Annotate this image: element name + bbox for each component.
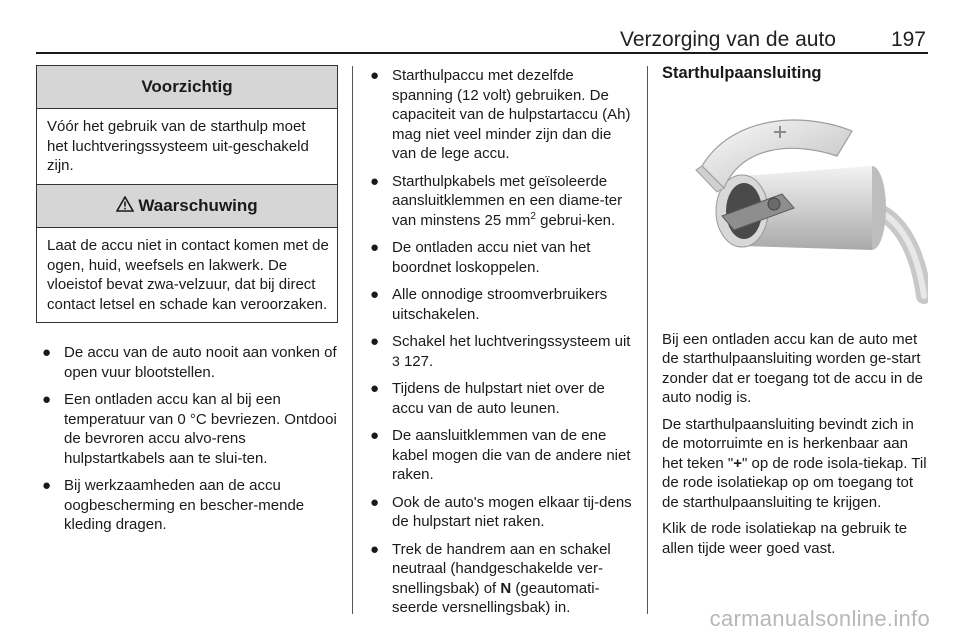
list-item: ● Starthulpaccu met dezelfde spanning (12 volt) gebruiken. De capaciteit van de hulpstartaccu (Ah) mag niet veel minder zijn dan die van de lege accu. <box>370 67 631 162</box>
page-number: 197 <box>890 28 926 51</box>
warning-triangle-icon <box>116 196 134 217</box>
plus-sign: + <box>733 454 742 472</box>
paragraph: De starthulpaansluiting bevindt zich in de motorruimte en is herkenbaar aan het teken "+" op de rode isola-tiekap. Til de rode isolatiekap op om toegang tot de starthulpaansluiting te krijgen. <box>662 415 927 511</box>
list-item: ● Schakel het luchtveringssysteem uit 3 127. <box>370 333 631 370</box>
warning-header <box>37 185 337 228</box>
list-item: ● Starthulpkabels met geïsoleerde aansluitklemmen en een diame-ter van minstens 25 $mm^2$ gebrui-ken. <box>370 172 623 229</box>
warning-heading: Waarschuwing <box>138 196 258 215</box>
list-item: ● Een ontladen accu kan al bij een temperatuur van 0 °C bevriezen. Ontdooi de bevroren accu alvo-rens hulpstartkabels aan te slui-ten. <box>42 391 337 467</box>
caution-box <box>36 65 338 185</box>
watermark: carmanualsonline.info <box>709 606 930 631</box>
col2-bullet-list <box>364 66 636 626</box>
jump-start-section <box>662 64 930 565</box>
list-item: ● Ook de auto's mogen elkaar tij-dens de hulpstart niet raken. <box>370 493 632 530</box>
list-item: ● Tijdens de hulpstart niet over de accu van de auto leunen. <box>370 380 605 417</box>
caution-text: Vóór het gebruik van de starthulp moet het luchtveringssysteem uit-geschakeld zijn. <box>47 118 309 174</box>
paragraph: Bij een ontladen accu kan de auto met de starthulpaansluiting worden ge-start zonder dat er toegang tot de accu in de auto nodig is. <box>662 330 924 406</box>
column-divider-2 <box>647 66 648 614</box>
list-item: ● De accu van de auto nooit aan vonken of open vuur blootstellen. <box>42 344 337 381</box>
section-heading: Starthulpaansluiting <box>662 64 822 82</box>
jump-start-connector-illustration <box>662 96 928 308</box>
column-divider-1 <box>352 66 353 614</box>
page-reference-arrow-icon[interactable]: 3 <box>392 352 400 369</box>
header-rule <box>36 52 928 54</box>
list-item: ● Alle onnodige stroomverbruikers uitschakelen. <box>370 286 608 323</box>
list-item: ● Bij werkzaamheden aan de accu oogbescherming en bescher-mende kleding dragen. <box>42 477 305 533</box>
caution-heading: Voorzichtig <box>37 66 337 109</box>
page-header <box>36 24 928 50</box>
section-title: Verzorging van de auto <box>620 28 836 51</box>
paragraph: Klik de rode isolatiekap na gebruik te allen tijde weer goed vast. <box>662 520 908 557</box>
warning-text: Laat de accu niet in contact komen met de ogen, huid, weefsels en lakwerk. De vloeistof bevat zwa-velzuur, dat bij direct contact letsel en schade kan veroorzaken. <box>47 237 329 313</box>
col1-bullet-list <box>36 343 340 543</box>
list-item: ● Trek de handrem aan en schakel neutraal (handgeschakelde ver-snellingsbak) of N (geautomati-seerde versnellingsbak) in. <box>370 540 611 616</box>
warning-box <box>36 184 338 323</box>
list-item: ● De ontladen accu niet van het boordnet loskoppelen. <box>370 239 591 276</box>
list-item: ● De aansluitklemmen van de ene kabel mogen die van de andere niet raken. <box>370 427 631 483</box>
